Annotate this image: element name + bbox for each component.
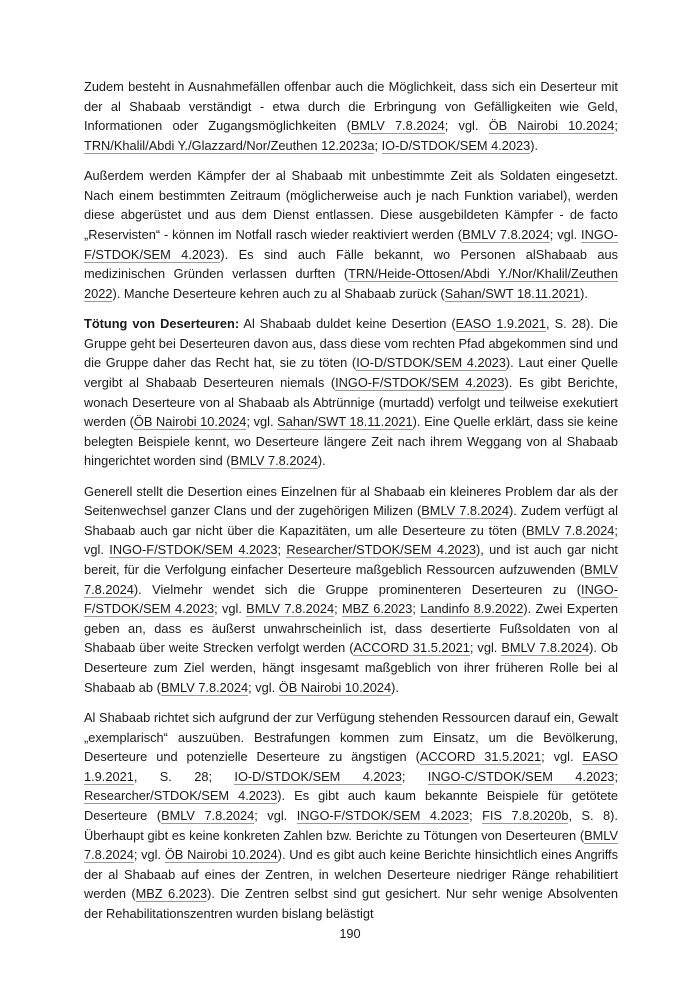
source-citation-link[interactable]: EASO 1.9.2021 bbox=[84, 749, 618, 784]
paragraph-text: ; bbox=[412, 601, 421, 617]
source-citation-link[interactable]: BMLV 7.8.2024 bbox=[501, 640, 590, 656]
paragraph-text: ; vgl. bbox=[84, 522, 618, 558]
paragraph bbox=[84, 77, 618, 155]
source-citation-link[interactable]: MBZ 6.2023 bbox=[135, 886, 208, 902]
paragraph-text: ). Zwei Experten geben an, dass es äußerst unwahrscheinlich ist, dass desertierte Fußsoldaten von al Shabaab über weite Strecken verfolgt werden ( bbox=[84, 601, 618, 656]
paragraph-text: ; vgl. bbox=[541, 749, 583, 765]
paragraph-text: ; bbox=[401, 768, 428, 784]
source-citation-link[interactable]: BMLV 7.8.2024 bbox=[462, 226, 550, 242]
source-citation-link[interactable]: BMLV 7.8.2024 bbox=[421, 503, 510, 519]
source-citation-link[interactable]: INGO-F/STDOK/SEM 4.2023 bbox=[84, 226, 618, 262]
paragraph-text: ). bbox=[530, 137, 539, 153]
paragraph-text: ; vgl. bbox=[246, 414, 278, 430]
source-citation-link[interactable]: MBZ 6.2023 bbox=[341, 601, 413, 617]
paragraph-text: ; bbox=[469, 807, 483, 823]
source-citation-link[interactable]: Researcher/STDOK/SEM 4.2023 bbox=[84, 788, 278, 804]
source-citation-link[interactable]: INGO-C/STDOK/SEM 4.2023 bbox=[427, 768, 615, 784]
source-citation-link[interactable]: BMLV 7.8.2024 bbox=[350, 118, 445, 134]
source-citation-link[interactable]: INGO-F/STDOK/SEM 4.2023 bbox=[109, 542, 278, 558]
source-citation-link[interactable]: IO-D/STDOK/SEM 4.2023 bbox=[356, 355, 506, 371]
paragraph-text: ; bbox=[277, 542, 287, 558]
paragraph-text: ). Laut einer Quelle vergibt al Shabaab Deserteuren niemals ( bbox=[84, 355, 618, 390]
paragraph-text: ; bbox=[614, 768, 618, 784]
paragraph-text: ; vgl. bbox=[248, 679, 279, 695]
paragraph-text: ; vgl. bbox=[469, 640, 502, 656]
paragraph-text: ). Vielmehr wendet sich die Gruppe prominenteren Deserteuren zu ( bbox=[133, 581, 582, 597]
source-citation-link[interactable]: ACCORD 31.5.2021 bbox=[419, 749, 542, 765]
paragraph-text: ; vgl. bbox=[444, 118, 489, 134]
paragraph-text: ). bbox=[391, 679, 399, 695]
source-citation-link[interactable]: BMLV 7.8.2024 bbox=[246, 601, 335, 617]
document-body bbox=[84, 77, 618, 934]
paragraph bbox=[84, 166, 618, 303]
paragraph-text: ). Und es gibt auch keine Berichte hinsichtlich eines Angriffs der al Shabaab auf eines der Zentren, in welchen Deserteure niedriger Ränge rehabilitiert werden ( bbox=[84, 847, 618, 902]
paragraph-text: ). Manche Deserteure kehren auch zu al Shabaab zurück ( bbox=[112, 285, 445, 301]
paragraph-text: ). Die Zentren selbst sind gut gesichert. Nur sehr wenige Absolventen der Rehabilitationszentren wurden bislang belästigt bbox=[84, 886, 618, 921]
paragraph-text: Zudem besteht in Ausnahmefällen offenbar auch die Möglichkeit, dass sich ein Deserteur mit der al Shabaab verständigt - etwa durch die Erbringung von Gefälligkeiten wie Geld, Informationen oder Zugangsmöglichkeiten ( bbox=[84, 79, 618, 134]
paragraph-text: Außerdem werden Kämpfer der al Shabaab mit unbestimmte Zeit als Soldaten eingesetzt. Nach einem bestimmten Zeitraum (möglicherweise auch je nach Funktion variabel), werden diese abgerüstet und aus dem Dienst entlassen. Diese ausgebildeten Kämpfer - de facto „Reservisten“ - können im Notfall rasch wieder reaktiviert werden ( bbox=[84, 168, 618, 242]
source-citation-link[interactable]: TRN/Khalil/Abdi Y./Glazzard/Nor/Zeuthen 12.2023a bbox=[84, 137, 375, 153]
paragraph-text: ). bbox=[317, 453, 326, 469]
source-citation-link[interactable]: BMLV 7.8.2024 bbox=[161, 807, 255, 823]
paragraph-text: ; bbox=[374, 137, 382, 153]
paragraph-text: ; vgl. bbox=[549, 226, 582, 242]
source-citation-link[interactable]: Sahan/SWT 18.11.2021 bbox=[277, 414, 413, 430]
paragraph-text: ). Es gibt Berichte, wonach Deserteure von al Shabaab als Abtrünnige (murtadd) verfolgt und teilweise exekutiert werden ( bbox=[84, 374, 618, 430]
paragraph-text: ; vgl. bbox=[254, 807, 297, 823]
source-citation-link[interactable]: INGO-F/STDOK/SEM 4.2023 bbox=[335, 374, 505, 390]
paragraph-text: , S. 28). Die Gruppe geht bei Deserteuren davon aus, dass diese vom rechten Pfad abgekommen sind und die Gruppe daher das Recht hat, sie zu töten ( bbox=[84, 316, 618, 371]
paragraph bbox=[84, 708, 618, 924]
source-citation-link[interactable]: BMLV 7.8.2024 bbox=[84, 562, 618, 597]
source-citation-link[interactable]: ACCORD 31.5.2021 bbox=[353, 640, 470, 656]
paragraph-text: Al Shabaab duldet keine Desertion ( bbox=[239, 316, 456, 332]
source-citation-link[interactable]: ÖB Nairobi 10.2024 bbox=[164, 847, 278, 863]
source-citation-link[interactable]: TRN/Heide-Ottosen/Abdi Y./Nor/Khalil/Zeuthen 2022 bbox=[84, 266, 619, 301]
source-citation-link[interactable]: BMLV 7.8.2024 bbox=[230, 453, 318, 469]
source-citation-link[interactable]: Researcher/STDOK/SEM 4.2023 bbox=[286, 542, 476, 558]
paragraph-text: , S. 8). Überhaupt gibt es keine konkreten Zahlen bzw. Berichte zu Tötungen von Deserteuren ( bbox=[84, 807, 618, 843]
source-citation-link[interactable]: ÖB Nairobi 10.2024 bbox=[278, 679, 392, 695]
source-citation-link[interactable]: INGO-F/STDOK/SEM 4.2023 bbox=[296, 807, 470, 823]
paragraph-text: ). Es gibt auch kaum bekannte Beispiele für getötete Deserteure ( bbox=[84, 788, 618, 823]
source-citation-link[interactable]: ÖB Nairobi 10.2024 bbox=[488, 118, 615, 134]
source-citation-link[interactable]: IO-D/STDOK/SEM 4.2023 bbox=[234, 768, 402, 784]
source-citation-link[interactable]: EASO 1.9.2021 bbox=[455, 316, 547, 332]
page-number: 190 bbox=[339, 926, 361, 941]
paragraph-text: ). Ob Deserteure zum Ziel werden, hängt insgesamt maßgeblich von ihrer früheren Rolle bei al Shabaab ab ( bbox=[84, 640, 618, 695]
source-citation-link[interactable]: FIS 7.8.2020b bbox=[482, 807, 569, 823]
paragraph-text: ; bbox=[334, 601, 342, 617]
paragraph-text: , S. 28; bbox=[133, 768, 235, 784]
source-citation-link[interactable]: BMLV 7.8.2024 bbox=[84, 827, 618, 863]
paragraph bbox=[84, 314, 618, 471]
source-citation-link[interactable]: Sahan/SWT 18.11.2021 bbox=[444, 285, 581, 301]
paragraph-text: ). Es sind auch Fälle bekannt, wo Personen alShabaab aus medizinischen Gründen verlassen durften ( bbox=[84, 246, 619, 282]
paragraph-text: ). bbox=[580, 285, 588, 301]
source-citation-link[interactable]: ÖB Nairobi 10.2024 bbox=[133, 414, 247, 430]
paragraph-text: ; bbox=[614, 118, 618, 134]
paragraph-text: ), und ist auch gar nicht bereit, für die Verfolgung einfacher Deserteure maßgeblich Ressourcen aufzuwenden ( bbox=[84, 542, 618, 578]
paragraph-heading: Tötung von Deserteuren: bbox=[84, 316, 240, 332]
paragraph-text: Al Shabaab richtet sich aufgrund der zur Verfügung stehenden Ressourcen darauf ein, Gewalt „exemplarisch“ auszuüben. Bestrafungen kommen zum Einsatz, um die Bevölkerung, Deserteure und potenzielle Deserteure zu ängstigen ( bbox=[84, 710, 618, 765]
paragraph bbox=[84, 482, 618, 698]
paragraph-text: ). Zudem verfügt al Shabaab auch gar nicht über die Kapazitäten, um alle Deserteure zu töten ( bbox=[84, 503, 618, 538]
source-citation-link[interactable]: INGO-F/STDOK/SEM 4.2023 bbox=[84, 581, 618, 617]
source-citation-link[interactable]: BMLV 7.8.2024 bbox=[160, 679, 249, 695]
source-citation-link[interactable]: IO-D/STDOK/SEM 4.2023 bbox=[381, 137, 531, 153]
paragraph-text: ; vgl. bbox=[214, 601, 247, 617]
source-citation-link[interactable]: Landinfo 8.9.2022 bbox=[420, 601, 524, 617]
paragraph-text: Generell stellt die Desertion eines Einzelnen für al Shabaab ein kleineres Problem dar als der Seitenwechsel ganzer Clans und der zugehörigen Milizen ( bbox=[84, 483, 618, 519]
source-citation-link[interactable]: BMLV 7.8.2024 bbox=[526, 522, 615, 538]
paragraph-text: ). Eine Quelle erklärt, dass sie keine belegten Beispiele kennt, wo Deserteure längere Zeit nach ihrem Weggang von al Shabaab hingerichtet worden sind ( bbox=[84, 414, 618, 469]
paragraph-text: ; vgl. bbox=[133, 847, 165, 863]
